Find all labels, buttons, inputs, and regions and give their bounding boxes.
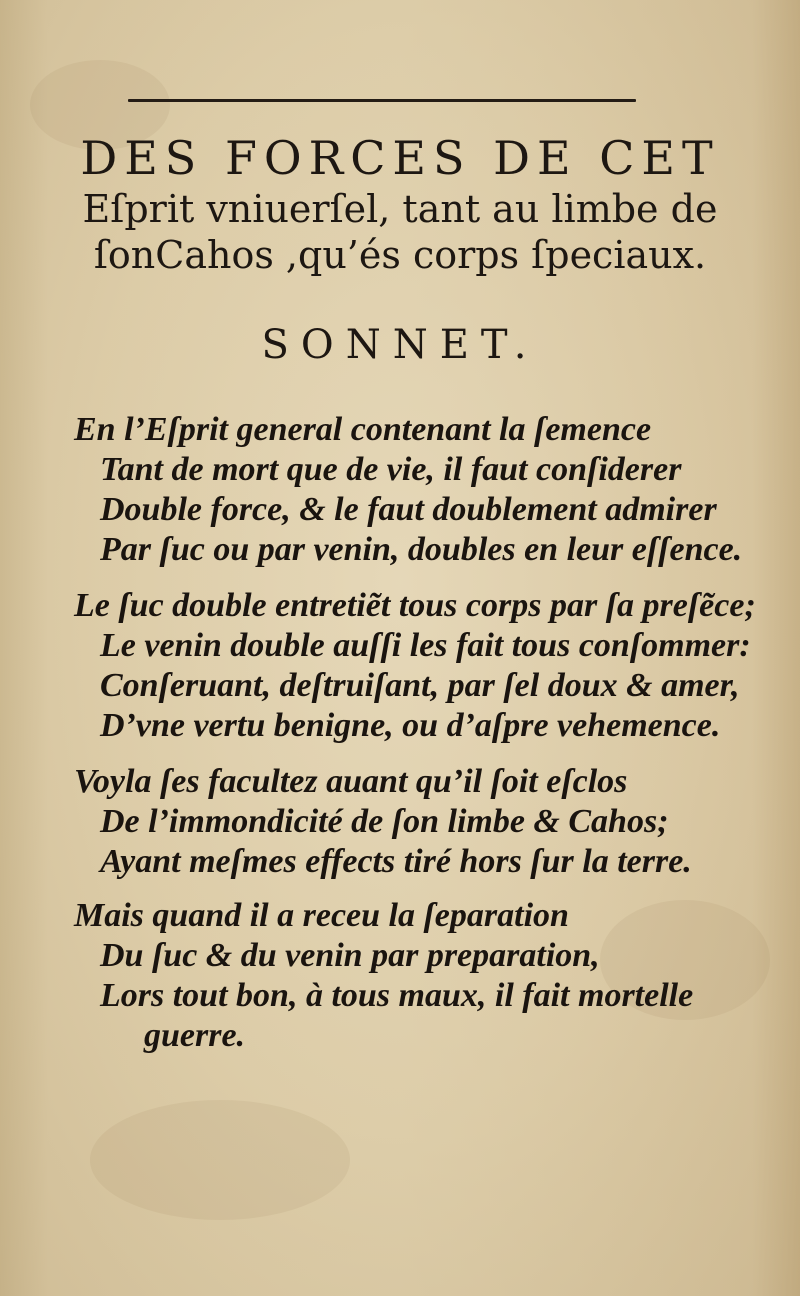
verse-line: Du ſuc & du venin par preparation, — [100, 937, 600, 974]
verse-line: De l’immondicité de ſon limbe & Cahos; — [100, 803, 669, 840]
verse-line: Voyla ſes facultez auant qu’il ſoit eſclos — [74, 763, 628, 800]
verse-line: Tant de mort que de vie, il faut conſiderer — [100, 451, 682, 488]
stanza-2 — [74, 586, 754, 746]
verse-line: D’vne vertu benigne, ou d’aſpre vehemence. — [100, 707, 721, 744]
verse-line: Mais quand il a receu la ſeparation — [74, 897, 569, 934]
verse-line: Ayant meſmes effects tiré hors ſur la terre. — [100, 843, 692, 880]
verse-line: Conſeruant, deſtruiſant, par ſel doux & amer, — [100, 667, 740, 704]
verse-line: guerre. — [144, 1017, 246, 1054]
verse-line: Double force, & le faut doublement admirer — [100, 491, 717, 528]
verse-line: En l’Eſprit general contenant la ſemence — [74, 411, 652, 448]
verse-line: Le ſuc double entretiẽt tous corps par ſa preſẽce; — [74, 587, 756, 624]
title-sub-line: ſonCahos ,qu’és corps ſpeciaux. — [93, 233, 707, 277]
header-rule — [128, 99, 636, 102]
title-main: DES FORCES DE CET — [80, 131, 720, 185]
stanza-1 — [74, 410, 754, 570]
paper-stain — [90, 1100, 350, 1220]
stanza-4 — [74, 896, 754, 1056]
title-block — [60, 130, 740, 278]
verse-line: Le venin double auſſi les fait tous conſommer: — [100, 627, 751, 664]
title-sub-line: Eſprit vniuerſel, tant au limbe de — [82, 187, 718, 231]
sonnet-heading: SONNET. — [261, 322, 539, 368]
stanza-3 — [74, 762, 754, 882]
verse-line: Lors tout bon, à tous maux, il fait mortelle — [100, 977, 694, 1014]
verse-line: Par ſuc ou par venin, doubles en leur eſſence. — [100, 531, 743, 568]
